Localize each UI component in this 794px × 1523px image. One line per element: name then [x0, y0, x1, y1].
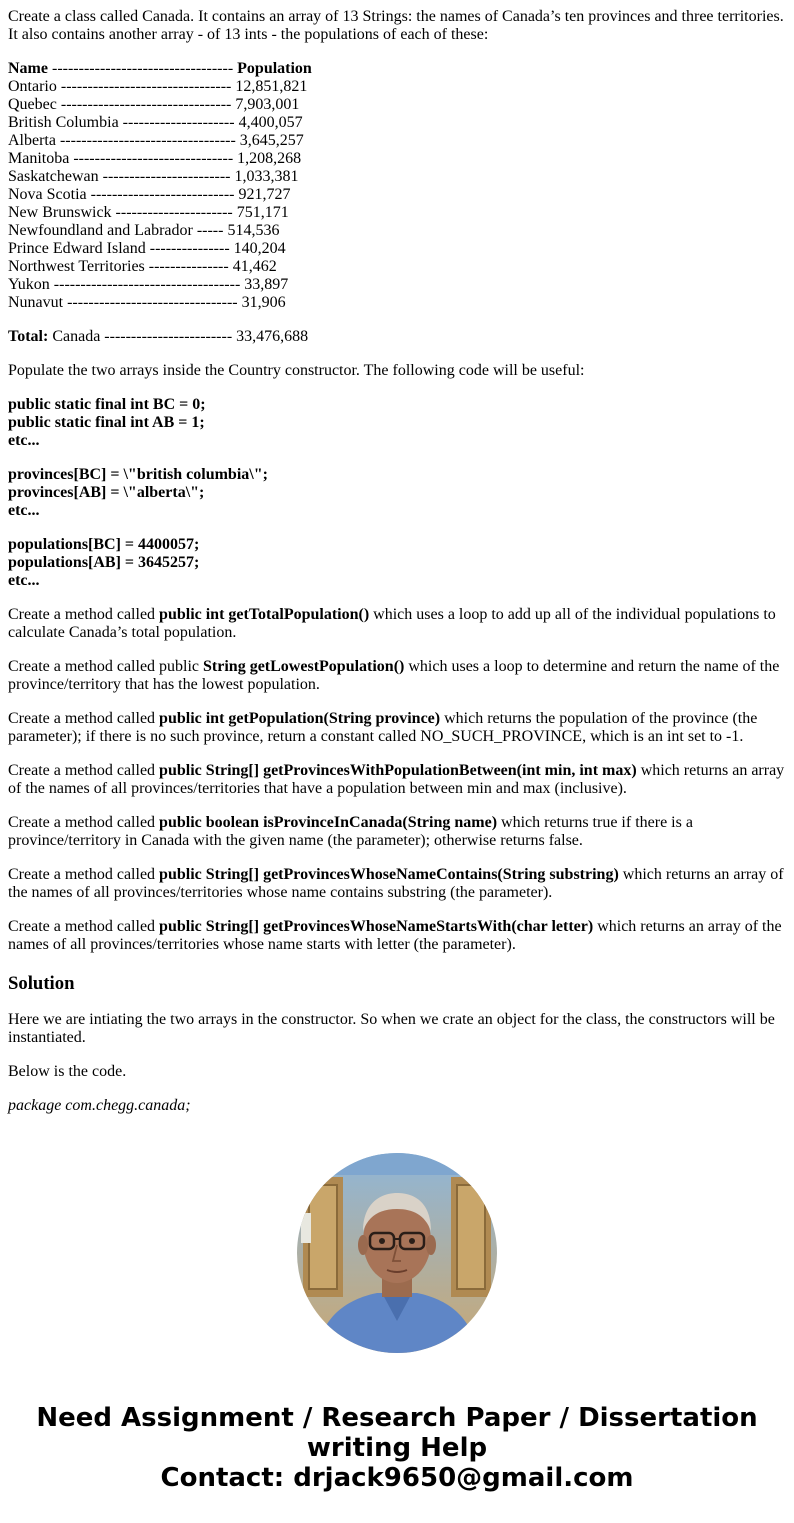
table-row: Nova Scotia --------------------------- 921,727: [8, 186, 291, 203]
header-dashes: ----------------------------------: [51, 60, 234, 77]
method-paragraph: Create a method called public String[] getProvincesWhoseNameContains(String substring) which returns an array of the names of all provinces/territories whose name contains substring (the parameter).: [8, 866, 784, 901]
code-line: provinces[BC] = \"british columbia\";: [8, 466, 268, 483]
table-row: Ontario -------------------------------- 12,851,821: [8, 78, 308, 95]
solution-paragraph: Below is the code.: [8, 1063, 127, 1080]
header-population: Population: [237, 60, 312, 77]
solution-heading: Solution: [8, 973, 75, 994]
promo-line: Need Assignment / Research Paper / Dissertation: [36, 1403, 758, 1433]
promo-contact: Contact: drjack9650@gmail.com: [160, 1463, 634, 1493]
code-line: provinces[AB] = \"alberta\";: [8, 484, 205, 501]
table-row: Nunavut -------------------------------- 31,906: [8, 294, 286, 311]
method-paragraph: Create a method called public String getLowestPopulation() which uses a loop to determine and return the name of the province/territory that has the lowest population.: [8, 658, 780, 693]
promo-banner: [0, 1403, 794, 1493]
code-line: populations[AB] = 3645257;: [8, 554, 200, 571]
table-header: [8, 60, 786, 78]
table-row: Northwest Territories --------------- 41,462: [8, 258, 277, 275]
author-avatar: [297, 1153, 497, 1353]
table-row: Alberta --------------------------------- 3,645,257: [8, 132, 304, 149]
code-block-populations: [8, 536, 786, 590]
table-row: Manitoba ------------------------------ 1,208,268: [8, 150, 302, 167]
header-name: Name: [8, 60, 48, 77]
table-row: New Brunswick ---------------------- 751,171: [8, 204, 289, 221]
solution-paragraph: Here we are intiating the two arrays in the constructor. So when we crate an object for the class, the constructors will be instantiated.: [8, 1011, 775, 1046]
code-line: etc...: [8, 432, 40, 449]
code-block-provinces: [8, 466, 786, 520]
method-paragraph: Create a method called public int getPopulation(String province) which returns the population of the province (the parameter); if there is no such province, return a constant called NO_SUCH_PROVINCE, which is an int set to -1.: [8, 710, 758, 745]
method-paragraph: Create a method called public String[] getProvincesWithPopulationBetween(int min, int max) which returns an array of the names of all provinces/territories that have a population between min and max (inclusive).: [8, 762, 785, 797]
code-block-constants: [8, 396, 786, 450]
table-row: Yukon ----------------------------------- 33,897: [8, 276, 289, 293]
method-paragraph: Create a method called public String[] getProvincesWhoseNameStartsWith(char letter) which returns an array of the names of all provinces/territories whose name starts with letter (the parameter).: [8, 918, 782, 953]
table-row: Saskatchewan ------------------------ 1,033,381: [8, 168, 299, 185]
code-line: public static final int AB = 1;: [8, 414, 205, 431]
package-line: package com.chegg.canada;: [8, 1097, 191, 1114]
populate-paragraph: Populate the two arrays inside the Country constructor. The following code will be useful:: [8, 362, 585, 379]
table-row: Newfoundland and Labrador ----- 514,536: [8, 222, 280, 239]
promo-line: writing Help: [306, 1433, 488, 1463]
table-row: British Columbia --------------------- 4,400,057: [8, 114, 303, 131]
table-row: Quebec -------------------------------- 7,903,001: [8, 96, 300, 113]
total-value: Canada ------------------------ 33,476,688: [52, 328, 309, 345]
code-line: etc...: [8, 572, 40, 589]
total-label: Total:: [8, 328, 49, 345]
method-paragraph: Create a method called public int getTotalPopulation() which uses a loop to add up all of the individual populations to calculate Canada’s total population.: [8, 606, 776, 641]
intro-paragraph: Create a class called Canada. It contains an array of 13 Strings: the names of Canada’s ten provinces and three territories. It also contains another array - of 13 ints - the populations of each of these:: [8, 8, 784, 43]
population-table: [8, 60, 786, 312]
total-line: [8, 328, 786, 346]
table-row: Prince Edward Island --------------- 140,204: [8, 240, 286, 257]
code-line: public static final int BC = 0;: [8, 396, 206, 413]
avatar-portrait: [297, 1153, 497, 1353]
method-paragraph: Create a method called public boolean isProvinceInCanada(String name) which returns true if there is a province/territory in Canada with the given name (the parameter); otherwise returns false.: [8, 814, 693, 849]
code-line: populations[BC] = 4400057;: [8, 536, 200, 553]
code-line: etc...: [8, 502, 40, 519]
